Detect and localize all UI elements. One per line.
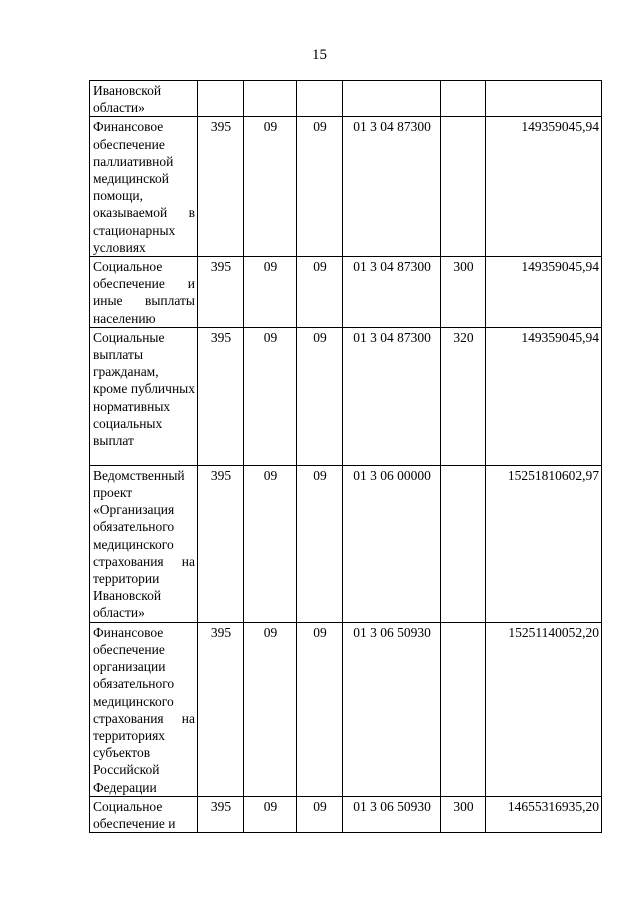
ministry-code-cell: 395 [198, 257, 244, 328]
ministry-code-cell: 395 [198, 327, 244, 465]
table-row [90, 796, 602, 832]
amount-cell: 149359045,94 [486, 257, 602, 328]
budget-table [89, 80, 602, 833]
target-article-cell: 01 3 04 87300 [343, 327, 441, 465]
amount-cell [486, 81, 602, 117]
section-code-cell: 09 [244, 465, 297, 622]
amount-cell: 14655316935,20 [486, 796, 602, 832]
table-row [90, 257, 602, 328]
expense-type-cell [441, 465, 486, 622]
expense-type-cell: 300 [441, 796, 486, 832]
expense-type-cell [441, 622, 486, 796]
subsection-code-cell: 09 [297, 327, 343, 465]
amount-cell: 15251810602,97 [486, 465, 602, 622]
expense-type-cell: 300 [441, 257, 486, 328]
subsection-code-cell: 09 [297, 622, 343, 796]
subsection-code-cell: 09 [297, 796, 343, 832]
ministry-code-cell: 395 [198, 622, 244, 796]
row-name-cell: Финансовое обеспечение организации обязательного медицинского страхования на территориях субъектов Российской Федерации [90, 622, 198, 796]
section-code-cell [244, 81, 297, 117]
row-name-cell: Ивановской области» [90, 81, 198, 117]
ministry-code-cell: 395 [198, 796, 244, 832]
amount-cell: 149359045,94 [486, 327, 602, 465]
table-row [90, 465, 602, 622]
target-article-cell [343, 81, 441, 117]
ministry-code-cell [198, 81, 244, 117]
section-code-cell: 09 [244, 622, 297, 796]
table-row [90, 622, 602, 796]
page-number: 15 [312, 47, 327, 63]
subsection-code-cell [297, 81, 343, 117]
amount-cell: 15251140052,20 [486, 622, 602, 796]
table-row [90, 327, 602, 465]
table-row [90, 81, 602, 117]
row-name-cell: Социальные выплаты гражданам, кроме публичных нормативных социальных выплат [90, 327, 198, 465]
target-article-cell: 01 3 04 87300 [343, 257, 441, 328]
target-article-cell: 01 3 06 50930 [343, 622, 441, 796]
row-name-cell: Социальное обеспечение и [90, 796, 198, 832]
subsection-code-cell: 09 [297, 117, 343, 257]
section-code-cell: 09 [244, 257, 297, 328]
row-name-cell: Социальное обеспечение и иные выплаты населению [90, 257, 198, 328]
row-name-cell: Финансовое обеспечение паллиативной медицинской помощи, оказываемой в стационарных условиях [90, 117, 198, 257]
ministry-code-cell: 395 [198, 117, 244, 257]
amount-cell: 149359045,94 [486, 117, 602, 257]
target-article-cell: 01 3 04 87300 [343, 117, 441, 257]
expense-type-cell: 320 [441, 327, 486, 465]
target-article-cell: 01 3 06 50930 [343, 796, 441, 832]
expense-type-cell [441, 81, 486, 117]
target-article-cell: 01 3 06 00000 [343, 465, 441, 622]
section-code-cell: 09 [244, 117, 297, 257]
table-row [90, 117, 602, 257]
section-code-cell: 09 [244, 796, 297, 832]
expense-type-cell [441, 117, 486, 257]
row-name-cell: Ведомственный проект «Организация обязательного медицинского страхования на территории Ивановской области» [90, 465, 198, 622]
subsection-code-cell: 09 [297, 465, 343, 622]
ministry-code-cell: 395 [198, 465, 244, 622]
subsection-code-cell: 09 [297, 257, 343, 328]
section-code-cell: 09 [244, 327, 297, 465]
